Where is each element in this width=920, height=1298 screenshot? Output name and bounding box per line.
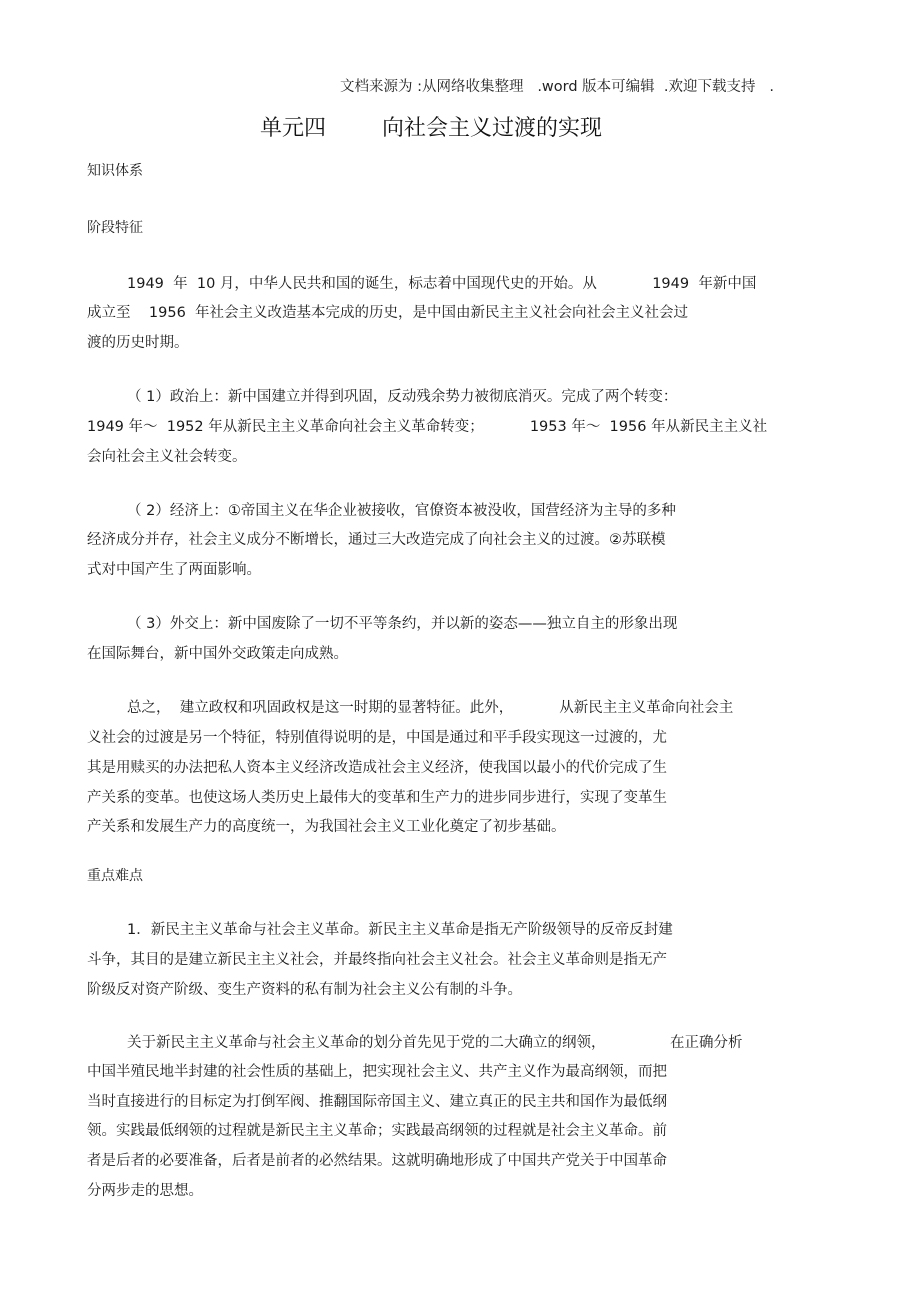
- paragraph-line: 会向社会主义社会转变。: [87, 449, 247, 465]
- paragraph-line: 渡的历史时期。: [87, 335, 189, 351]
- paragraph-line: （ 1）政治上：新中国建立并得到巩固，反动残余势力被彻底消灭。完成了两个转变：: [127, 389, 678, 405]
- paragraph-line: 阶级反对资产阶级、变生产资料的私有制为社会主义公有制的斗争。: [87, 982, 522, 998]
- paragraph-line: 式对中国产生了两面影响。: [87, 562, 261, 578]
- paragraph-line: 产关系的变革。也使这场人类历史上最伟大的变革和生产力的进步同步进行，实现了变革生: [87, 790, 667, 806]
- paragraph-line: 中国半殖民地半封建的社会性质的基础上，把实现社会主义、共产主义作为最高纲领，而把: [87, 1064, 667, 1080]
- paragraph-line: 关于新民主主义革命与社会主义革命的划分首先见于党的二大确立的纲领， 在正确分析: [127, 1035, 743, 1051]
- paragraph-line: 在国际舞台，新中国外交政策走向成熟。: [87, 646, 348, 662]
- paragraph-line: 经济成分并存，社会主义成分不断增长，通过三大改造完成了向社会主义的过渡。②苏联模: [87, 532, 666, 548]
- paragraph-line: 其是用赎买的办法把私人资本主义经济改造成社会主义经济，使我国以最小的代价完成了生: [87, 760, 667, 776]
- paragraph-line: 义社会的过渡是另一个特征，特别值得说明的是，中国是通过和平手段实现这一过渡的，尤: [87, 730, 667, 746]
- paragraph-line: （ 3）外交上：新中国废除了一切不平等条约，并以新的姿态——独立自主的形象出现: [127, 616, 678, 632]
- page-title: 单元四 向社会主义过渡的实现: [260, 116, 602, 141]
- paragraph-line: 产关系和发展生产力的高度统一，为我国社会主义工业化奠定了初步基础。: [87, 819, 566, 835]
- paragraph-line: 总之， 建立政权和巩固政权是这一时期的显著特征。此外， 从新民主主义革命向社会主: [127, 700, 734, 716]
- paragraph-line: 者是后者的必要准备，后者是前者的必然结果。这就明确地形成了中国共产党关于中国革命: [87, 1153, 667, 1169]
- header-note: 文档来源为 :从网络收集整理 .word 版本可编辑 .欢迎下载支持 .: [340, 79, 774, 95]
- paragraph-line: 当时直接进行的目标定为打倒军阀、推翻国际帝国主义、建立真正的民主共和国作为最低纲: [87, 1094, 667, 1110]
- paragraph-line: 分两步走的思想。: [87, 1183, 203, 1199]
- section-heading-knowledge-system: 知识体系: [87, 163, 143, 179]
- section-heading-stage-features: 阶段特征: [87, 220, 143, 236]
- section-heading-key-points: 重点难点: [87, 868, 143, 884]
- paragraph-line: 领。实践最低纲领的过程就是新民主主义革命；实践最高纲领的过程就是社会主义革命。前: [87, 1123, 667, 1139]
- paragraph-line: 1949 年～ 1952 年从新民主主义革命向社会主义革命转变； 1953 年～ 1956 年从新民主主义社: [87, 419, 768, 435]
- paragraph-line: 1949 年 10 月，中华人民共和国的诞生，标志着中国现代史的开始。从 1949 年新中国: [127, 276, 757, 292]
- paragraph-line: 1．新民主主义革命与社会主义革命。新民主主义革命是指无产阶级领导的反帝反封建: [127, 922, 673, 938]
- paragraph-line: 成立至 1956 年社会主义改造基本完成的历史，是中国由新民主主义社会向社会主义社会过: [87, 305, 689, 321]
- paragraph-line: 斗争，其目的是建立新民主主义社会，并最终指向社会主义社会。社会主义革命则是指无产: [87, 952, 667, 968]
- paragraph-line: （ 2）经济上：①帝国主义在华企业被接收，官僚资本被没收，国营经济为主导的多种: [127, 503, 676, 519]
